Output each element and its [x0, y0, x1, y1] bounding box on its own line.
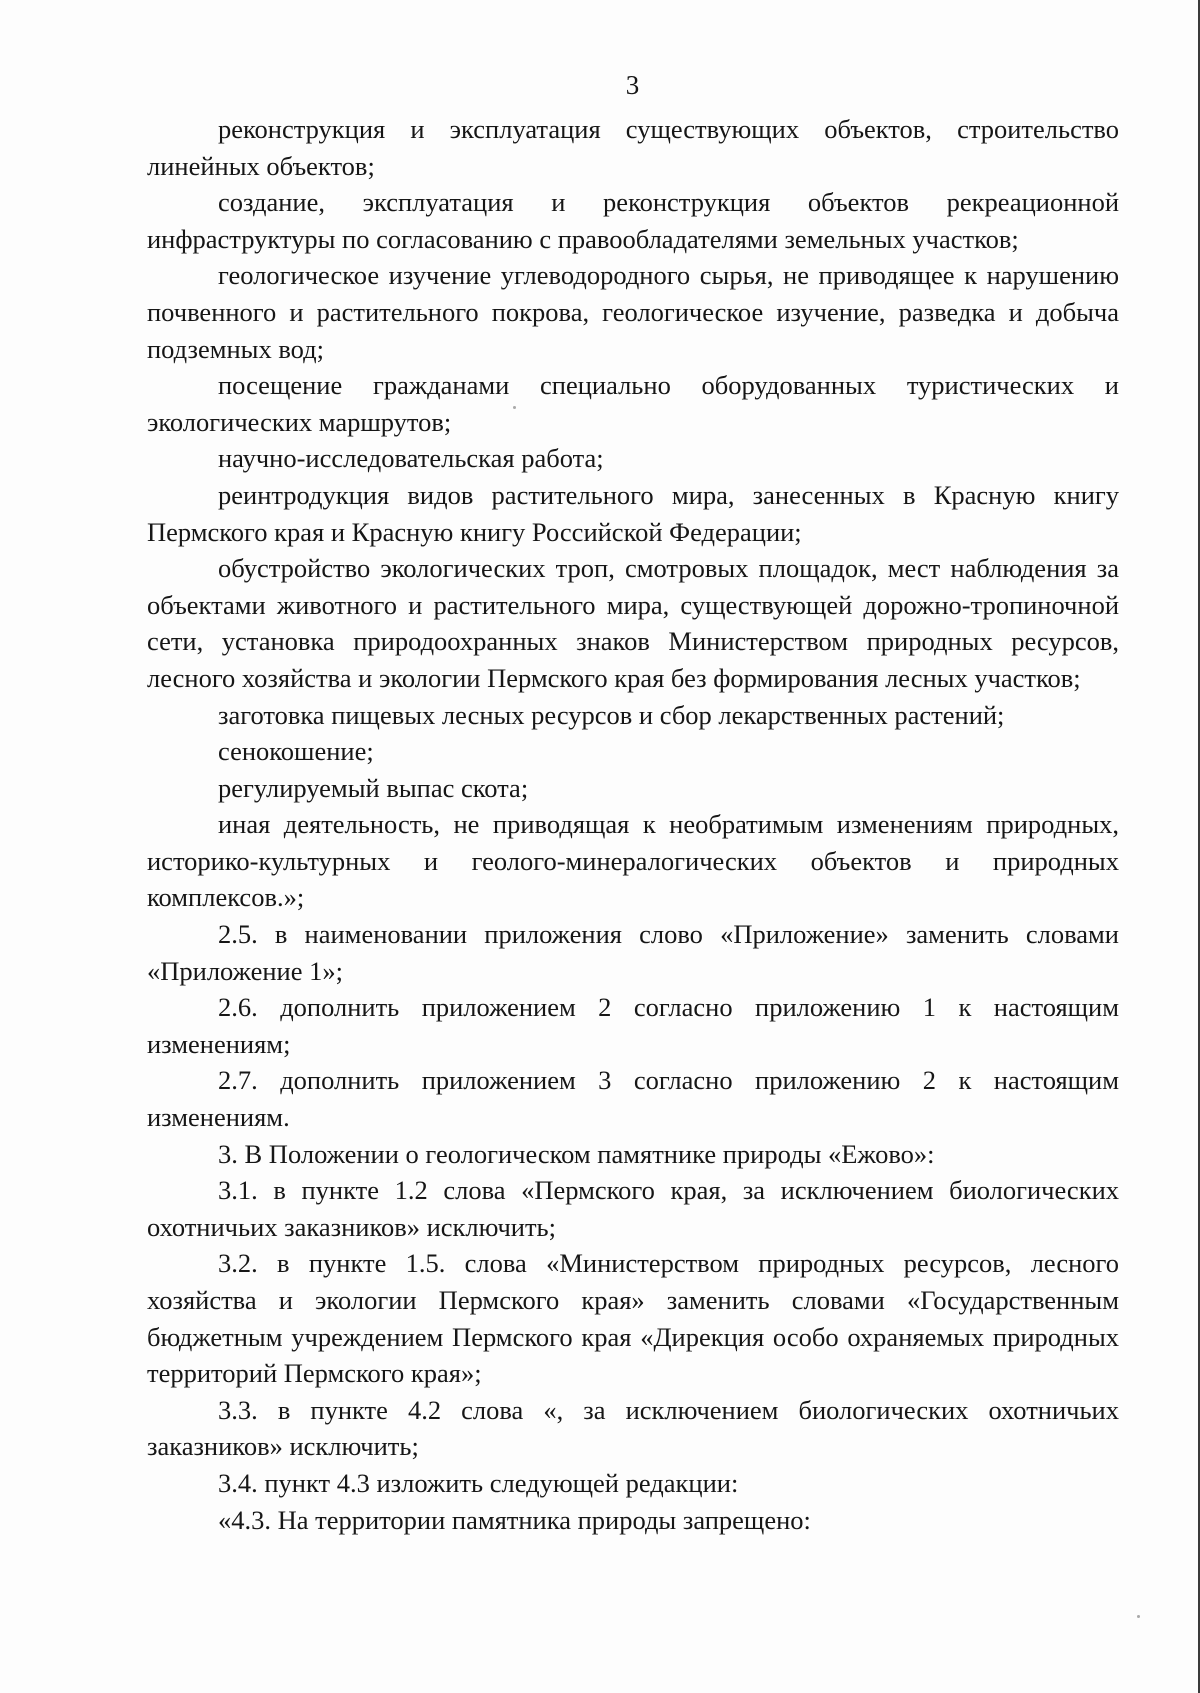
paragraph-forest-resources: заготовка пищевых лесных ресурсов и сбор лекарственных растений; [218, 699, 1005, 730]
paragraph-item-2-6: 2.6. дополнить приложением 2 согласно приложению 1 к настоящим изменениям; [147, 992, 1119, 1059]
document-body [147, 111, 1119, 1538]
paragraph-ecological-trails: обустройство экологических троп, смотровых площадок, мест наблюдения за объектами животного и растительного мира, существующей дорожно-тропиночной сети, установка природоохранных знаков Министерством природных ресурсов, лесного хозяйства и экологии Пермского края без формирования лесных участков; [147, 553, 1119, 693]
paragraph-reconstruction: реконструкция и эксплуатация существующих объектов, строительство линейных объектов; [147, 114, 1119, 181]
paragraph-grazing: регулируемый выпас скота; [218, 772, 529, 803]
scan-speck [1137, 1615, 1140, 1618]
paragraph-item-3-4: 3.4. пункт 4.3 изложить следующей редакции: [218, 1467, 739, 1498]
paragraph-item-2-7: 2.7. дополнить приложением 3 согласно приложению 2 к настоящим изменениям. [147, 1065, 1119, 1133]
paragraph-tourist-routes: посещение гражданами специально оборудованных туристических и экологических маршрутов; [147, 370, 1119, 437]
paragraph-recreation-infrastructure: создание, эксплуатация и реконструкция объектов рекреационной инфраструктуры по согласованию с правообладателями земельных участков; [147, 187, 1119, 254]
scan-speck [513, 406, 516, 409]
paragraph-item-2-5: 2.5. в наименовании приложения слово «Приложение» заменить словами «Приложение 1»; [147, 919, 1119, 986]
paragraph-item-4-3-start: «4.3. На территории памятника природы запрещено: [218, 1504, 811, 1535]
paragraph-item-3-2: 3.2. в пункте 1.5. слова «Министерством природных ресурсов, лесного хозяйства и экологии Пермского края» заменить словами «Государственным бюджетным учреждением Пермского края «Дирекция особо охраняемых природных территорий Пермского края»; [147, 1248, 1119, 1389]
paragraph-item-3: 3. В Положении о геологическом памятнике природы «Ежово»: [218, 1138, 935, 1169]
paragraph-item-3-1: 3.1. в пункте 1.2 слова «Пермского края, за исключением биологических охотничьих заказников» исключить; [147, 1175, 1119, 1242]
paragraph-other-activity: иная деятельность, не приводящая к необратимым изменениям природных, историко-культурных и геолого-минералогических объектов и природных комплексов.»; [147, 809, 1119, 913]
paragraph-haymaking: сенокошение; [218, 736, 374, 767]
page-number: 3 [625, 70, 640, 100]
paragraph-reintroduction: реинтродукция видов растительного мира, занесенных в Красную книгу Пермского края и Красную книгу Российской Федерации; [147, 479, 1119, 547]
paragraph-item-3-3: 3.3. в пункте 4.2 слова «, за исключением биологических охотничьих заказников» исключить; [147, 1394, 1119, 1462]
paragraph-research: научно-исследовательская работа; [218, 443, 604, 474]
paragraph-geological-study: геологическое изучение углеводородного сырья, не приводящее к нарушению почвенного и растительного покрова, геологическое изучение, разведка и добыча подземных вод; [147, 260, 1119, 364]
